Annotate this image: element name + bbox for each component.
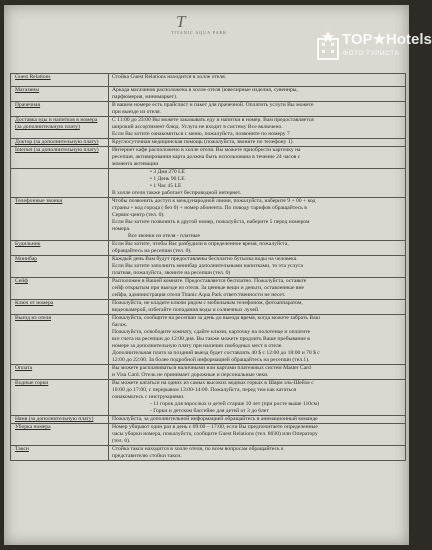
table-row (11, 278, 406, 300)
row-content (109, 424, 406, 446)
row-label (11, 300, 109, 315)
row-label (11, 87, 109, 102)
content-line: С 11:00 до 23:00 Вы можете заказывать еду и напитки в номер. Вам предоставляется (112, 117, 314, 123)
content-line: В холле отеля также работает беспроводной интернет. (112, 190, 242, 196)
row-label (11, 169, 109, 198)
row-label (11, 241, 109, 256)
row-label-text: Няня (за дополнительную плату) (15, 416, 94, 422)
row-label-text: Магазины (15, 87, 40, 93)
content-line: Все звонки из отеля - платные (128, 233, 200, 239)
row-content (109, 198, 406, 241)
content-line: Сервис-центр (тел. 0). (112, 212, 165, 218)
row-content (109, 278, 406, 300)
content-line: Стойка такси находится в холле отеля, по всем вопросам обращайтесь к (112, 446, 284, 452)
row-label-text: Выезд из отеля (15, 315, 52, 321)
content-line: • 1 Час 45 LE (150, 183, 182, 189)
row-label-text: Internet (за дополнительную плату) (15, 147, 99, 153)
content-line: номере за дополнительную плату при наличии свободных мест в отеле. (112, 343, 283, 349)
row-label-text: Сейф (15, 278, 28, 284)
table-row (11, 315, 406, 365)
table-row (11, 241, 406, 256)
row-label (11, 446, 109, 461)
content-line: часы уборки номера, пожалуйста, сообщите Guest Relations (тел. 8030) или Оператору (112, 431, 318, 437)
content-line: 12:00 до 22:00. За более подробной информацией обращайтесь на ресепшн (тел.1). (112, 357, 310, 363)
content-line: парфюмерия, минимаркет). (112, 94, 178, 100)
content-line: Чтобы позвонить доступ к международной линии, пожалуйста, наберите 9 + 00 + код (112, 198, 316, 204)
row-label (11, 139, 109, 147)
content-line: все счета на ресепшн до 12:00 дня. Вы также можете продлить Ваше пребывание в (112, 336, 310, 342)
row-content (109, 446, 406, 461)
row-content (109, 241, 406, 256)
content-line: (тел. 0). (112, 438, 131, 444)
content-line: багаж. (112, 322, 128, 328)
row-label (11, 198, 109, 241)
content-line: момента активации (112, 161, 159, 167)
row-label-text: Доктор (за дополнительную плату) (15, 139, 99, 145)
content-line: В вашем номере есть прайслист и пакет для прачечной. Оплатить услуги Вы можете (112, 102, 314, 108)
row-label-text: Доставка еды и напитков в номера (за дополнительную плату) (15, 117, 98, 130)
table-row (11, 446, 406, 461)
row-content (109, 300, 406, 315)
row-label (11, 380, 109, 416)
table-row (11, 416, 406, 424)
row-content (109, 117, 406, 139)
row-content (109, 315, 406, 365)
content-line: сейфа, администрация отеля Titanic Aqua Park ответственности не несет. (112, 292, 286, 298)
content-line: Стойка Guest Relations находится в холле отеля. (112, 74, 227, 80)
watermark-subtitle: ФОТО ТУРИСТА (343, 50, 400, 57)
content-line: Вы можете кататься на одних из самых высоких водных горках в Шарм эль-Шейхе с (112, 380, 314, 386)
content-line: ознакомьтесь с инструкциями. (112, 394, 185, 400)
content-line: страны + код города ( без 0) + номер абонента. По поводу тарифов обращайтесь в (112, 205, 307, 211)
table-row (11, 424, 406, 446)
content-line: широкий ассортимент блюд. Услуга не входит в систему Все включено. (112, 124, 283, 130)
hotel-logo-subtitle: TITANIC AQUA PARK (170, 30, 228, 35)
row-content (109, 74, 406, 87)
info-sheet-paper (4, 5, 409, 545)
row-label-text: Уборка номера (15, 424, 51, 430)
content-line: при выезде из отеля. (112, 109, 161, 115)
content-line: Пожалуйста, не кладите ключи рядом с мобильным телефоном, фотоаппаратом, (112, 300, 303, 306)
table-row (11, 256, 406, 278)
row-label (11, 147, 109, 169)
row-label (11, 256, 109, 278)
content-line: - 11 горок для взрослых и детей старше 10 лет (при росте выше 110см) (150, 401, 319, 407)
content-line: Круглосуточная медицинская помощь (пожалуйста, звоните по телефону 1). (112, 139, 294, 145)
content-line: Номер убирают один раз в день с 09:00 – 17:00, если Вы предпочитаете определенные (112, 424, 318, 430)
table-row (11, 87, 406, 102)
row-label-text: Guest Relations (15, 74, 51, 80)
row-label-text: Телефонные звонки (15, 198, 63, 204)
row-label-text: Будильник (15, 241, 41, 247)
row-label-text: Такси (15, 446, 29, 452)
content-line: Пожалуйста, освободите комнату, сдайте ключи, карточку на полотенце и оплатите (112, 329, 311, 335)
row-content (109, 416, 406, 424)
row-label-text: Оплата (15, 365, 33, 371)
content-line: обращайтесь на ресепшн (тел. 0). (112, 248, 192, 254)
content-line: Вы можете расплачиваться наличными или картами платежных систем Master Card (112, 365, 311, 371)
row-label-text: Ключ от номера (15, 300, 54, 306)
hotel-logo (154, 13, 244, 37)
row-content (109, 87, 406, 102)
row-label (11, 424, 109, 446)
table-row (11, 74, 406, 87)
content-line: 10:00 до 17:00, с перерывом 13:00-14:00. Пожалуйста, перед тем как кататься (112, 387, 297, 393)
content-line: Аркада магазинов расположена в холле отеля (ювелирные изделия, сувениры, (112, 87, 298, 93)
content-line: Пожалуйста, сообщите на ресепшн за день до выезда время, когда можете забрать Ваш (112, 315, 320, 321)
row-content (109, 147, 406, 169)
row-label-text: Прачечная (15, 102, 41, 108)
content-line: Если Вы хотите ознакомиться с меню, пожалуйста, позвоните по номеру 7 (112, 131, 290, 137)
hotel-building-icon (315, 30, 341, 60)
row-label (11, 365, 109, 380)
row-label (11, 117, 109, 139)
content-line: Если Вы хотите заполнить минибар дополнительными напитками, то эта услуга (112, 263, 303, 269)
content-line: Пожалуйста, за дополнительной информацией обращайтесь в анимационный команде (112, 416, 318, 422)
row-content (109, 380, 406, 416)
content-line: • 3 Дня 270 LE (150, 169, 185, 175)
content-line: • 1 День 90 LE (150, 176, 185, 182)
row-label (11, 74, 109, 87)
row-content (109, 169, 406, 198)
row-label (11, 278, 109, 300)
row-label (11, 315, 109, 365)
content-line: Дополнительная плата за поздний выезд будет составлять 40 $ с 12:00 до 18:00 и 70 $ с (112, 350, 320, 356)
table-row (11, 380, 406, 416)
hotel-logo-icon: T (176, 12, 186, 31)
content-line: платная, пожалуйста, звоните на ресепшн (тел. 0) (112, 270, 231, 276)
content-line: представителю стойки такси. (112, 453, 182, 459)
content-line: и Visa Card. Отель не принимает дорожные и персональные чеки. (112, 372, 269, 378)
row-content (109, 139, 406, 147)
content-line: Интернет кафе расположено в холле отеля. Вы можете приобрести карточку на (112, 147, 301, 153)
hotel-info-table (10, 73, 406, 461)
tophotels-watermark (315, 30, 432, 70)
table-row (11, 300, 406, 315)
table-row (11, 169, 406, 198)
content-line: - Горки и детском бассейне для детей от 3 до 6лет (150, 408, 269, 414)
table-row (11, 102, 406, 117)
content-line: Расположен в Вашей комнате. Предоставляется бесплатно. Пожалуйста, оставьте (112, 278, 307, 284)
row-label-text: Водные горки (15, 380, 49, 386)
row-label (11, 102, 109, 117)
watermark-brand: TOP★Hotels (342, 31, 432, 48)
row-label-text: Минибар (15, 256, 38, 262)
content-line: Если Вы хотите позвонить в другой номер, пожалуйста, наберите 5 перед номером (112, 219, 310, 225)
row-label (11, 416, 109, 424)
table-row (11, 117, 406, 139)
content-line: Каждый день Вам будут предоставлены бесплатно бутылка воды на человека. (112, 256, 298, 262)
content-line: сейф открытым при выезде из отеля. За ценные вещи и деньги, оставленные вне (112, 285, 304, 291)
content-line: номера. (112, 226, 131, 232)
row-content (109, 365, 406, 380)
content-line: видеокамерой, избегайте попадания воды и солнечных лучей. (112, 307, 260, 313)
row-content (109, 102, 406, 117)
table-row (11, 147, 406, 169)
content-line: ресепшн, активирования карта должна быть использована в течение 24 часов с (112, 154, 301, 160)
table-row (11, 139, 406, 147)
table-row (11, 198, 406, 241)
content-line: Если Вы хотите, чтобы Вас разбудили в определенное время, пожалуйста, (112, 241, 289, 247)
row-content (109, 256, 406, 278)
table-row (11, 365, 406, 380)
